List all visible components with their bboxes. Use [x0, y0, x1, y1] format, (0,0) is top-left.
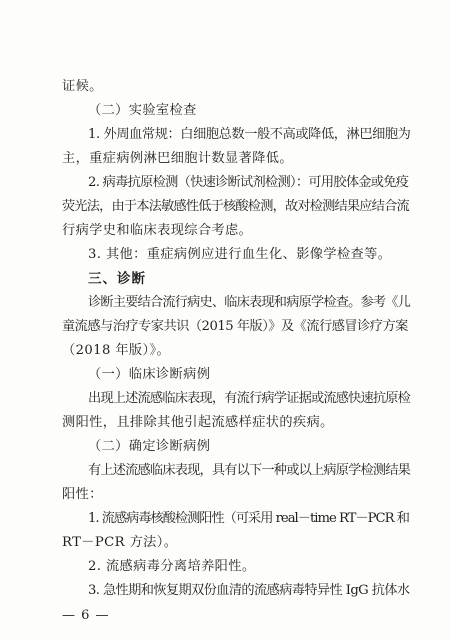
text-line: 3. 急性期和恢复期双份血清的流感病毒特异性 IgG 抗体水 — [88, 583, 410, 598]
text-line: 出现上述流感临床表现，有流行病学证据或流感快速抗原检 — [88, 391, 411, 406]
text-line: 主，重症病例淋巴细胞计数显著降低。 — [62, 151, 293, 166]
text-line: 荧光法，由于本法敏感性低于核酸检测，故对检测结果应结合流 — [62, 199, 409, 214]
text-line: 童流感与治疗专家共识（2015 年版）》及《流行感冒诊疗方案 — [62, 319, 408, 334]
text-line: 1. 流感病毒核酸检测阳性（可采用 real－time RT－PCR 和 — [88, 511, 409, 526]
text-line: RT－PCR 方法）。 — [62, 535, 178, 550]
text-line: 阳性： — [62, 487, 103, 502]
text-line: 诊断主要结合流行病史、临床表现和病原学检查。参考《儿 — [88, 295, 411, 310]
text-line: （2018 年版）》。 — [62, 343, 171, 358]
text-line: 行病学史和临床表现综合考虑。 — [62, 223, 253, 238]
text-line: 测阳性，且排除其他引起流感样症状的疾病。 — [62, 415, 334, 430]
text-line: 2. 流感病毒分离培养阳性。 — [88, 559, 256, 574]
text-line: 1. 外周血常规：白细胞总数一般不高或降低，淋巴细胞为 — [88, 127, 411, 142]
text-line: 证候。 — [62, 79, 103, 94]
subsection-heading: （一）临床诊断病例 — [88, 367, 211, 382]
page-number: — 6 — — [62, 608, 110, 623]
subsection-heading: （二）确定诊断病例 — [88, 439, 211, 454]
subsection-heading: （二）实验室检查 — [88, 103, 197, 118]
text-line: 有上述流感临床表现，具有以下一种或以上病原学检测结果 — [88, 463, 411, 478]
section-heading: 三、诊断 — [88, 271, 146, 287]
text-line: 2. 病毒抗原检测（快速诊断试剂检测）：可用胶体金或免疫 — [88, 175, 409, 190]
text-line: 3. 其他：重症病例应进行血生化、影像学检查等。 — [88, 247, 392, 262]
